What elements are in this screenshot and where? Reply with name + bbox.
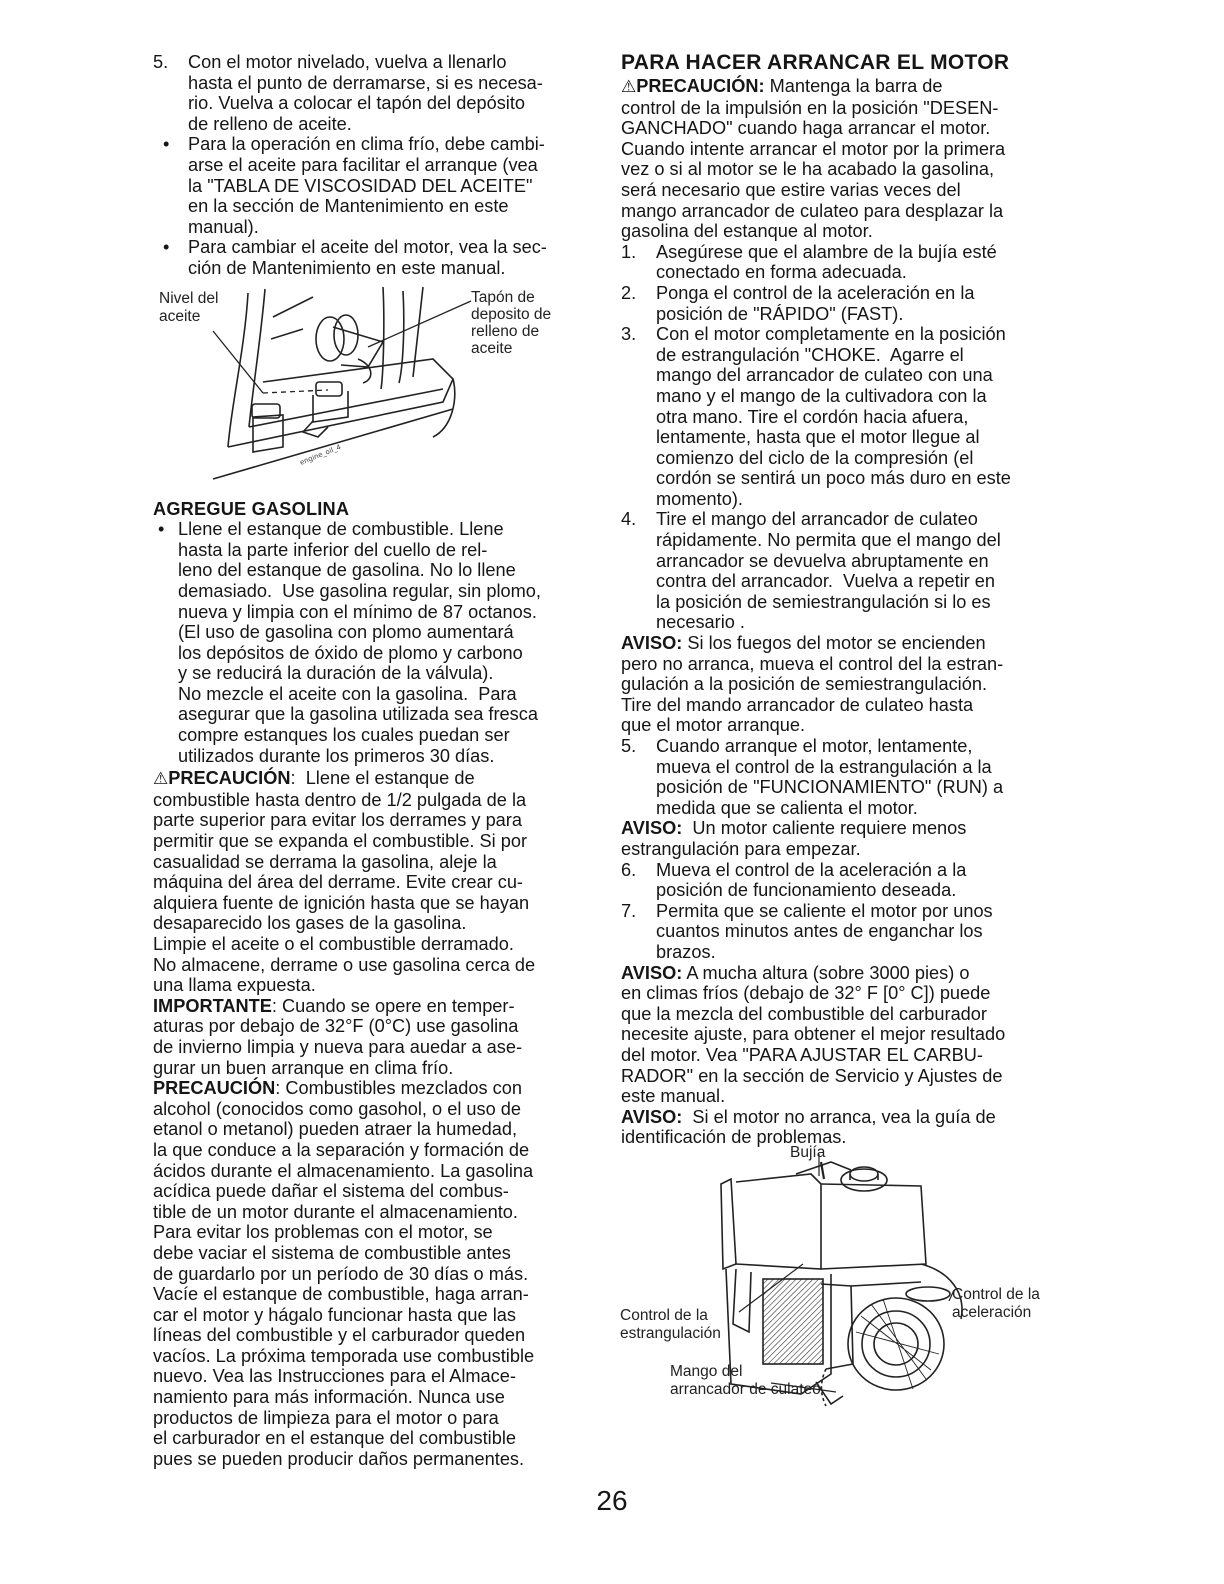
precaucion-line: productos de limpieza para el motor o para: [153, 1407, 499, 1428]
aviso-label: AVISO:: [621, 633, 683, 654]
oil-fill-figure: [153, 287, 589, 497]
aviso-line: Tire del mando arrancador de culateo hasta: [621, 694, 974, 715]
aviso-troubleshoot-block: [621, 1107, 1061, 1148]
precaucion-line: alcohol (conocidos como gasohol, o el uso de: [153, 1098, 522, 1119]
recoil-starter-handle-label: Mango del arrancador de culateo: [670, 1362, 821, 1398]
step-line: brazos.: [656, 941, 716, 962]
gasoline-line: compre estanques los cuales puedan ser: [178, 725, 510, 746]
step-5-line: de relleno de aceite.: [188, 113, 352, 134]
step-line: Permita que se caliente el motor por unos: [656, 900, 993, 921]
precaucion-line: la que conduce a la separación y formación de: [153, 1139, 530, 1160]
precaucion-line: casualidad se derrama la gasolina, aleje la: [153, 851, 497, 872]
step-5-item: [153, 52, 589, 134]
engine-controls-figure: [620, 1143, 1061, 1412]
aviso-line: del motor. Vea "PARA AJUSTAR EL CARBU-: [621, 1044, 983, 1065]
aviso-line: este manual.: [621, 1086, 726, 1107]
precaucion-line: car el motor y hágalo funcionar hasta que las: [153, 1304, 516, 1325]
precaucion-line: alquiera fuente de ignición hasta que se hayan: [153, 892, 530, 913]
step-line: de estrangulación "CHOKE. Agarre el: [656, 344, 964, 365]
gasoline-bullet: [153, 519, 589, 766]
bullet-line: arse el aceite para facilitar el arranque (vea: [188, 154, 538, 175]
aviso-label: AVISO:: [621, 1106, 683, 1127]
importante-text: : Cuando se opere en temper-: [271, 995, 515, 1016]
precaucion-text: : Combustibles mezclados con: [275, 1078, 522, 1099]
precaucion-line: combustible hasta dentro de 1/2 pulgada de la: [153, 789, 527, 810]
precaucion-text: : Llene el estanque de: [290, 768, 475, 789]
warning-triangle-icon: ⚠: [153, 769, 169, 789]
precaucion-line: vacíos. La próxima temporada use combustible: [153, 1345, 535, 1366]
step-line: cordón se sentirá un poco más duro en este: [656, 468, 1011, 489]
step-line: comienzo del ciclo de la compresión (el: [656, 447, 974, 468]
importante-label: IMPORTANTE: [153, 995, 272, 1016]
oil-fill-cap-label: Tapón de deposito de relleno de aceite: [471, 288, 552, 357]
step-number: 4.: [621, 509, 637, 530]
step-line: Cuando arranque el motor, lentamente,: [656, 736, 973, 756]
aviso-line: pero no arranca, mueva el control del la estran-: [621, 653, 1004, 674]
intro-line: control de la impulsión en la posición "DESEN-: [621, 97, 999, 118]
step-1-item: [621, 242, 1061, 283]
bullet-line: ción de Mantenimiento en este manual.: [188, 257, 506, 278]
aviso-label: AVISO:: [621, 818, 683, 839]
step-number: 2.: [621, 282, 637, 303]
bullet-cold-weather: [153, 134, 589, 237]
aviso-text: Si el motor no arranca, vea la guía de: [682, 1106, 996, 1127]
gasoline-line: Llene el estanque de combustible. Llene: [178, 519, 504, 540]
precaucion-line: permitir que se expanda el combustible. Si por: [153, 831, 528, 852]
step-line: momento).: [656, 488, 743, 509]
precaucion-line: desaparecido los gases de la gasolina.: [153, 913, 467, 934]
precaucion-label: PRECAUCIÓN: [153, 1078, 276, 1099]
step-5-run-item: [621, 736, 1061, 818]
step-line: posición de funcionamiento deseada.: [656, 880, 957, 901]
aviso-label: AVISO:: [621, 962, 683, 983]
precaucion-line: pues se pueden producir daños permanentes.: [153, 1448, 525, 1469]
bullet-line: la "TABLA DE VISCOSIDAD DEL ACEITE": [188, 175, 533, 196]
precaucion-line: ácidos durante el almacenamiento. La gasolina: [153, 1160, 534, 1181]
gasoline-line: los depósitos de óxido de plomo y carbono: [178, 642, 523, 663]
step-line: medida que se calienta el motor.: [656, 797, 918, 818]
step-2-item: [621, 283, 1061, 324]
importante-block: [153, 996, 589, 1078]
step-line: mueva el control de la estrangulación a la: [656, 756, 992, 777]
step-line: posición de "RÁPIDO" (FAST).: [656, 303, 904, 324]
left-column: [153, 52, 589, 1469]
step-number: 1.: [621, 241, 637, 262]
precaucion-line: máquina del área del derrame. Evite crear cu-: [153, 872, 523, 893]
aviso-line: gulación a la posición de semiestrangulación.: [621, 674, 987, 695]
aviso-altitude-block: [621, 963, 1061, 1107]
gasoline-line: utilizados durante los primeros 30 días.: [178, 745, 495, 766]
steps-list-a: [621, 242, 1061, 633]
step-number: 6.: [621, 859, 637, 880]
warning-triangle-icon: ⚠: [621, 77, 637, 96]
precaucion-line: Para evitar los problemas con el motor, se: [153, 1222, 493, 1243]
intro-line: GANCHADO" cuando haga arrancar el motor.: [621, 118, 991, 139]
choke-control-label: Control de la estrangulación: [620, 1306, 721, 1342]
aviso-fires-block: [621, 633, 1061, 736]
step-line: cuantos minutos antes de enganchar los: [656, 921, 983, 942]
precaucion-line: el carburador en el estanque del combustible: [153, 1428, 516, 1449]
bullet-line: manual).: [188, 216, 259, 237]
step-line: otra mano. Tire el cordón hacia afuera,: [656, 406, 969, 427]
oil-level-label: Nivel del aceite: [159, 289, 219, 325]
aviso-line: necesite ajuste, para obtener el mejor resultado: [621, 1024, 1006, 1045]
step-number: 5.: [621, 736, 637, 756]
precaucion-line: una llama expuesta.: [153, 975, 316, 996]
add-gasoline-heading: AGREGUE GASOLINA: [153, 498, 350, 519]
precaucion-line: líneas del combustible y el carburador queden: [153, 1325, 526, 1346]
step-line: necesario .: [656, 612, 745, 633]
precaucion-label: PRECAUCIÓN: [168, 768, 291, 789]
step-number: 5.: [153, 52, 169, 72]
aviso-line: RADOR" en la sección de Servicio y Ajustes de: [621, 1065, 1003, 1086]
start-engine-title: PARA HACER ARRANCAR EL MOTOR: [621, 51, 1010, 74]
bullet-change-oil: [153, 237, 589, 278]
precaucion-line: nuevo. Vea las Instrucciones para el Almace-: [153, 1366, 516, 1387]
precaucion-line: Limpie el aceite o el combustible derramado.: [153, 934, 514, 954]
precaucion-label: PRECAUCIÓN:: [636, 76, 765, 96]
step-line: Tire el mango del arrancador de culateo: [656, 509, 978, 530]
precaucion-line: namiento para más información. Nunca use: [153, 1387, 505, 1408]
gasoline-line: hasta la parte inferior del cuello de rel-: [178, 539, 488, 560]
step-line: rápidamente. No permita que el mango del: [656, 530, 1001, 551]
gasoline-line: y se reducirá la duración de la válvula).: [178, 663, 494, 684]
aviso-line: en climas fríos (debajo de 32° F [0° C]) puede: [621, 983, 991, 1004]
step-line: la posición de semiestrangulación si lo es: [656, 591, 991, 612]
step-line: mano y el mango de la cultivadora con la: [656, 385, 987, 406]
intro-line: será necesario que estire varias veces del: [621, 179, 961, 200]
bullet-line: en la sección de Mantenimiento en este: [188, 196, 509, 217]
precaucion-line: debe vaciar el sistema de combustible antes: [153, 1242, 511, 1263]
aviso-line: que el motor arranque.: [621, 715, 806, 736]
step-line: contra del arrancador. Vuelva a repetir en: [656, 571, 996, 592]
intro-line: Cuando intente arrancar el motor por la primera: [621, 138, 1006, 159]
gasoline-line: asegurar que la gasolina utilizada sea fresca: [178, 704, 538, 725]
bullet-line: Para cambiar el aceite del motor, vea la sec-: [188, 237, 547, 258]
importante-line: aturas por debajo de 32°F (0°C) use gasolina: [153, 1016, 519, 1037]
precaucion-fuel-block: [153, 768, 589, 996]
step-line: Ponga el control de la aceleración en la: [656, 282, 975, 303]
steps-list-b: [621, 860, 1061, 963]
step-number: 7.: [621, 900, 637, 921]
step-line: lentamente, hasta que el motor llegue al: [656, 427, 980, 448]
importante-line: gurar un buen arranque en clima frío.: [153, 1057, 454, 1078]
aviso-warm-block: [621, 818, 1061, 859]
step-number: 3.: [621, 324, 637, 345]
step-line: mango del arrancador de culateo con una: [656, 365, 993, 386]
step-line: arrancador se devuelva abruptamente en: [656, 550, 989, 571]
figure-code: engine_oil_4: [298, 442, 343, 467]
start-intro-block: [621, 76, 1061, 242]
step-6-item: [621, 860, 1061, 901]
right-column: [621, 52, 1061, 1412]
step-5-line: rio. Vuelva a colocar el tapón del depósito: [188, 93, 526, 114]
throttle-control-label: Control de la aceleración: [952, 1285, 1040, 1321]
step-7-item: [621, 901, 1061, 963]
gasoline-line: nueva y limpia con el mínimo de 87 octanos.: [178, 601, 537, 622]
intro-line: gasolina del estanque al motor.: [621, 221, 873, 242]
aviso-text: Un motor caliente requiere menos: [682, 818, 967, 839]
intro-line: vez o si al motor se le ha acabado la gasolina,: [621, 159, 995, 180]
precaucion-line: Vacíe el estanque de combustible, haga arran-: [153, 1284, 529, 1305]
step-3-item: [621, 324, 1061, 509]
gasoline-line: demasiado. Use gasolina regular, sin plomo,: [178, 580, 541, 601]
precaucion-text: Mantenga la barra de: [764, 76, 943, 96]
aviso-text: A mucha altura (sobre 3000 pies) o: [682, 962, 970, 983]
bullet-glyph: •: [163, 134, 170, 155]
step-line: Asegúrese que el alambre de la bujía esté: [656, 241, 997, 262]
aviso-line: identificación de problemas.: [621, 1127, 847, 1148]
precaucion-line: de guardarlo por un período de 30 días o más.: [153, 1263, 529, 1284]
gasoline-line: leno del estanque de gasolina. No lo llene: [178, 560, 516, 581]
intro-line: mango arrancador de culateo para desplazar la: [621, 200, 1004, 221]
precaucion-line: etanol o metanol) pueden atraer la humedad,: [153, 1119, 517, 1140]
aviso-line: que la mezcla del combustible del carburador: [621, 1003, 987, 1024]
spark-plug-label: Bujía: [790, 1143, 826, 1161]
bullet-glyph: •: [163, 237, 170, 258]
gasoline-line: (El uso de gasolina con plomo aumentará: [178, 622, 514, 643]
precaucion-alcohol-block: [153, 1078, 589, 1469]
step-5-line: hasta el punto de derramarse, si es necesa-: [188, 72, 543, 93]
step-line: Mueva el control de la aceleración a la: [656, 859, 967, 880]
step-5-line: Con el motor nivelado, vuelva a llenarlo: [188, 52, 507, 72]
step-4-item: [621, 509, 1061, 633]
step-line: posición de "FUNCIONAMIENTO" (RUN) a: [656, 777, 1004, 798]
precaucion-line: acídica puede dañar el sistema del combus-: [153, 1181, 509, 1202]
importante-line: de invierno limpia y nueva para auedar a ase-: [153, 1036, 523, 1057]
precaucion-line: tible de un motor durante el almacenamiento.: [153, 1201, 518, 1222]
bullet-glyph: •: [158, 519, 165, 540]
precaucion-line: parte superior para evitar los derrames y para: [153, 810, 522, 831]
aviso-text: Si los fuegos del motor se encienden: [682, 633, 986, 654]
aviso-line: estrangulación para empezar.: [621, 838, 861, 859]
gasoline-line: No mezcle el aceite con la gasolina. Para: [178, 683, 517, 704]
step-line: Con el motor completamente en la posición: [656, 324, 1006, 345]
bullet-line: Para la operación en clima frío, debe cambi-: [188, 134, 545, 155]
step-line: conectado en forma adecuada.: [656, 262, 907, 283]
page-number: 26: [596, 1485, 628, 1516]
precaucion-line: No almacene, derrame o use gasolina cerca de: [153, 954, 536, 975]
